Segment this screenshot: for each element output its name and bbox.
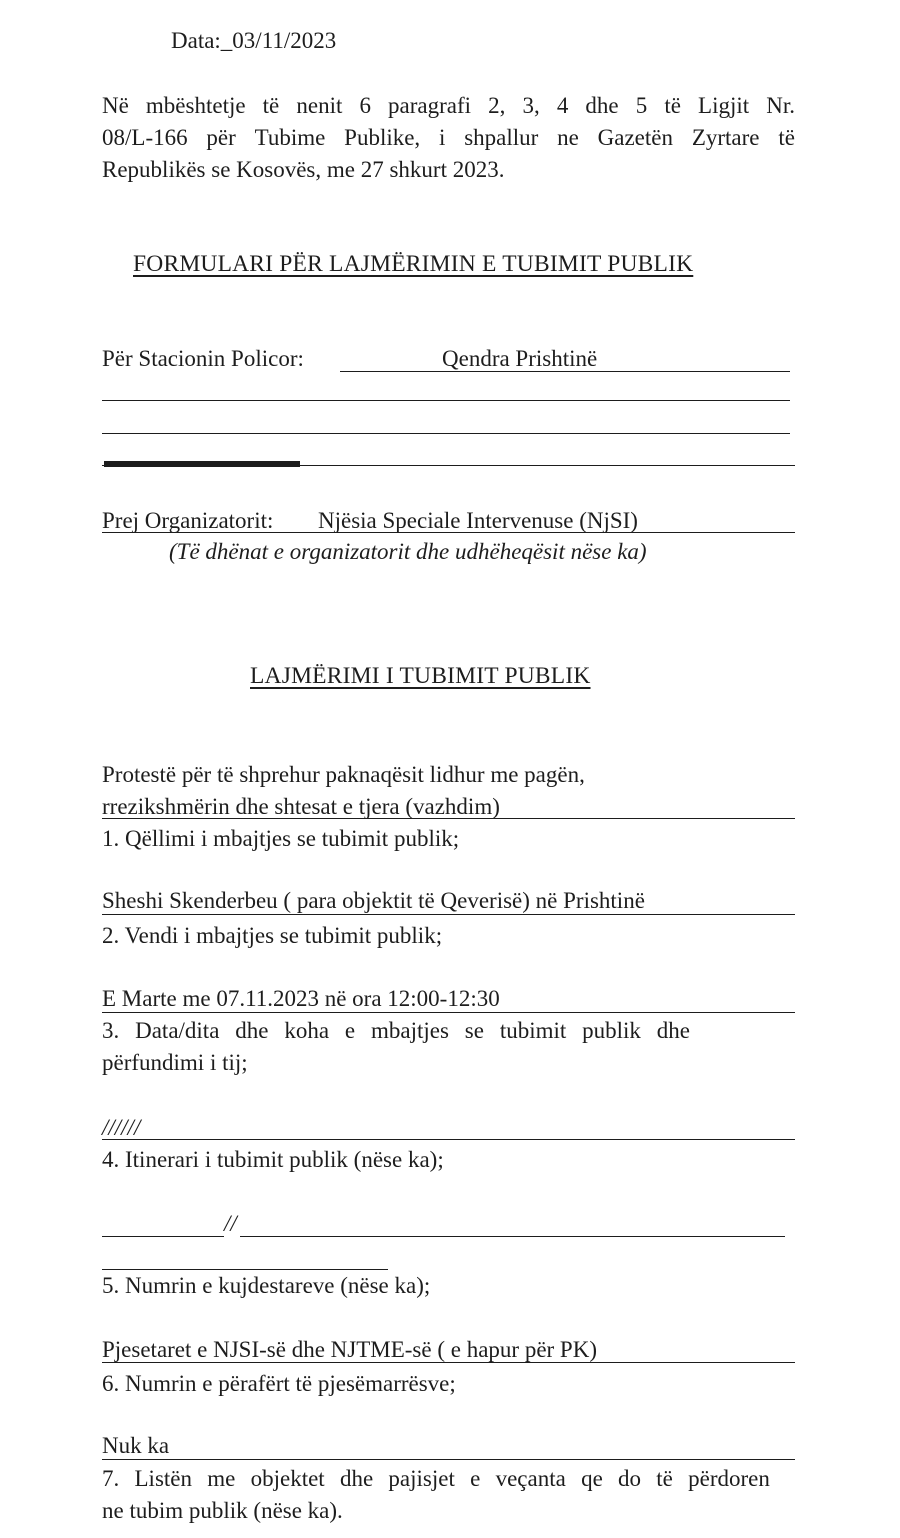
police-station-label: Për Stacionin Policor: <box>102 346 304 371</box>
word: mbështetje <box>145 93 246 118</box>
filled-blank-mark <box>104 461 300 467</box>
question-6: 6. Numrin e përafërt të pjesëmarrësve; <box>102 1371 456 1396</box>
date-line: Data:_03/11/2023 <box>171 28 337 53</box>
word: 3, <box>522 93 540 118</box>
blank-line[interactable] <box>102 400 790 401</box>
word: Publike, <box>344 125 421 150</box>
question-1: 1. Qëllimi i mbajtjes se tubimit publik; <box>102 826 460 851</box>
section-title: LAJMËRIMI I TUBIMIT PUBLIK <box>250 663 591 689</box>
word: pajisjet <box>388 1466 455 1491</box>
time-underline <box>102 1012 795 1013</box>
place-underline <box>102 914 795 915</box>
word: 3. <box>102 1018 120 1043</box>
word: 2, <box>488 93 506 118</box>
word: 6 <box>359 93 371 118</box>
form-title: FORMULARI PËR LAJMËRIMIN E TUBIMIT PUBLIK <box>133 251 694 277</box>
word: të <box>778 125 795 150</box>
word: dhe <box>339 1466 374 1491</box>
word: se <box>464 1018 484 1043</box>
police-station-value[interactable]: Qendra Prishtinë <box>442 346 598 371</box>
blank-line[interactable] <box>102 433 790 434</box>
word: mbajtjes <box>371 1018 449 1043</box>
itinerary-answer[interactable]: ////// <box>102 1115 141 1140</box>
word: të <box>656 1466 673 1491</box>
word: Gazetën <box>597 125 673 150</box>
word: do <box>618 1466 642 1491</box>
organizer-underline <box>102 532 795 533</box>
word: paragrafi <box>388 93 472 118</box>
word: Tubime <box>254 125 326 150</box>
question-3-line-2: përfundimi i tij; <box>102 1050 248 1075</box>
word: koha <box>284 1018 330 1043</box>
question-5: 5. Numrin e kujdestareve (nëse ka); <box>102 1273 431 1298</box>
word: veçanta <box>495 1466 566 1491</box>
stewards-answer[interactable]: // <box>224 1211 237 1236</box>
question-3-line-1 <box>102 1019 690 1042</box>
objects-underline <box>102 1459 795 1460</box>
intro-line-2 <box>102 126 795 149</box>
itinerary-underline <box>102 1139 795 1140</box>
stewards-underline-left[interactable] <box>102 1236 224 1237</box>
word: 08/L-166 <box>102 125 188 150</box>
word: Data/dita <box>135 1018 220 1043</box>
word: shpallur <box>464 125 539 150</box>
stewards-underline-second[interactable] <box>102 1269 388 1270</box>
word: 4 <box>556 93 569 118</box>
word: të <box>262 93 280 118</box>
word: Ligjit <box>698 93 750 118</box>
organizer-label: Prej Organizatorit: <box>102 508 274 533</box>
question-4: 4. Itinerari i tubimit publik (nëse ka); <box>102 1147 444 1172</box>
word: Listën <box>134 1466 192 1491</box>
question-2: 2. Vendi i mbajtjes se tubimit publik; <box>102 923 443 948</box>
word: 5 <box>635 93 648 118</box>
organizer-value[interactable]: Njësia Speciale Intervenuse (NjSI) <box>318 508 638 533</box>
word: dhe <box>585 93 619 118</box>
police-station-underline <box>340 371 790 372</box>
word: e <box>470 1466 481 1491</box>
word: Zyrtare <box>691 125 760 150</box>
word: dhe <box>656 1018 690 1043</box>
purpose-underline <box>102 818 795 819</box>
word: ne <box>557 125 579 150</box>
objects-answer[interactable]: Nuk ka <box>102 1433 170 1458</box>
question-7-line-1 <box>102 1467 770 1490</box>
word: 7. <box>102 1466 120 1491</box>
word: Nr. <box>766 93 795 118</box>
intro-line-1 <box>102 94 795 117</box>
word: objektet <box>250 1466 325 1491</box>
place-answer[interactable]: Sheshi Skenderbeu ( para objektit të Qeverisë) në Prishtinë <box>102 888 645 913</box>
time-answer[interactable]: E Marte me 07.11.2023 në ora 12:00-12:30 <box>102 986 500 1011</box>
word: i <box>439 125 446 150</box>
purpose-answer-line-1[interactable]: Protestë për të shprehur paknaqësit lidhur me pagën, <box>102 762 585 787</box>
intro-line-3: Republikës se Kosovës, me 27 shkurt 2023. <box>102 157 505 182</box>
organizer-note: (Të dhënat e organizatorit dhe udhëheqësit nëse ka) <box>169 539 647 564</box>
word: publik <box>582 1018 641 1043</box>
word: Në <box>102 93 129 118</box>
word: dhe <box>235 1018 269 1043</box>
word: tubimit <box>499 1018 567 1043</box>
word: qe <box>581 1466 603 1491</box>
word: të <box>664 93 681 118</box>
stewards-underline-right[interactable] <box>240 1236 785 1237</box>
participants-answer[interactable]: Pjesetaret e NJSI-së dhe NJTME-së ( e hapur për PK) <box>102 1337 597 1362</box>
purpose-answer-line-2[interactable]: rrezikshmërin dhe shtesat e tjera (vazhdim) <box>102 794 500 819</box>
word: nenit <box>296 93 343 118</box>
word: me <box>207 1466 236 1491</box>
word: e <box>344 1018 356 1043</box>
question-7-line-2: ne tubim publik (nëse ka). <box>102 1498 343 1523</box>
participants-underline <box>102 1362 795 1363</box>
word: për <box>206 125 236 150</box>
word: përdoren <box>688 1466 770 1491</box>
